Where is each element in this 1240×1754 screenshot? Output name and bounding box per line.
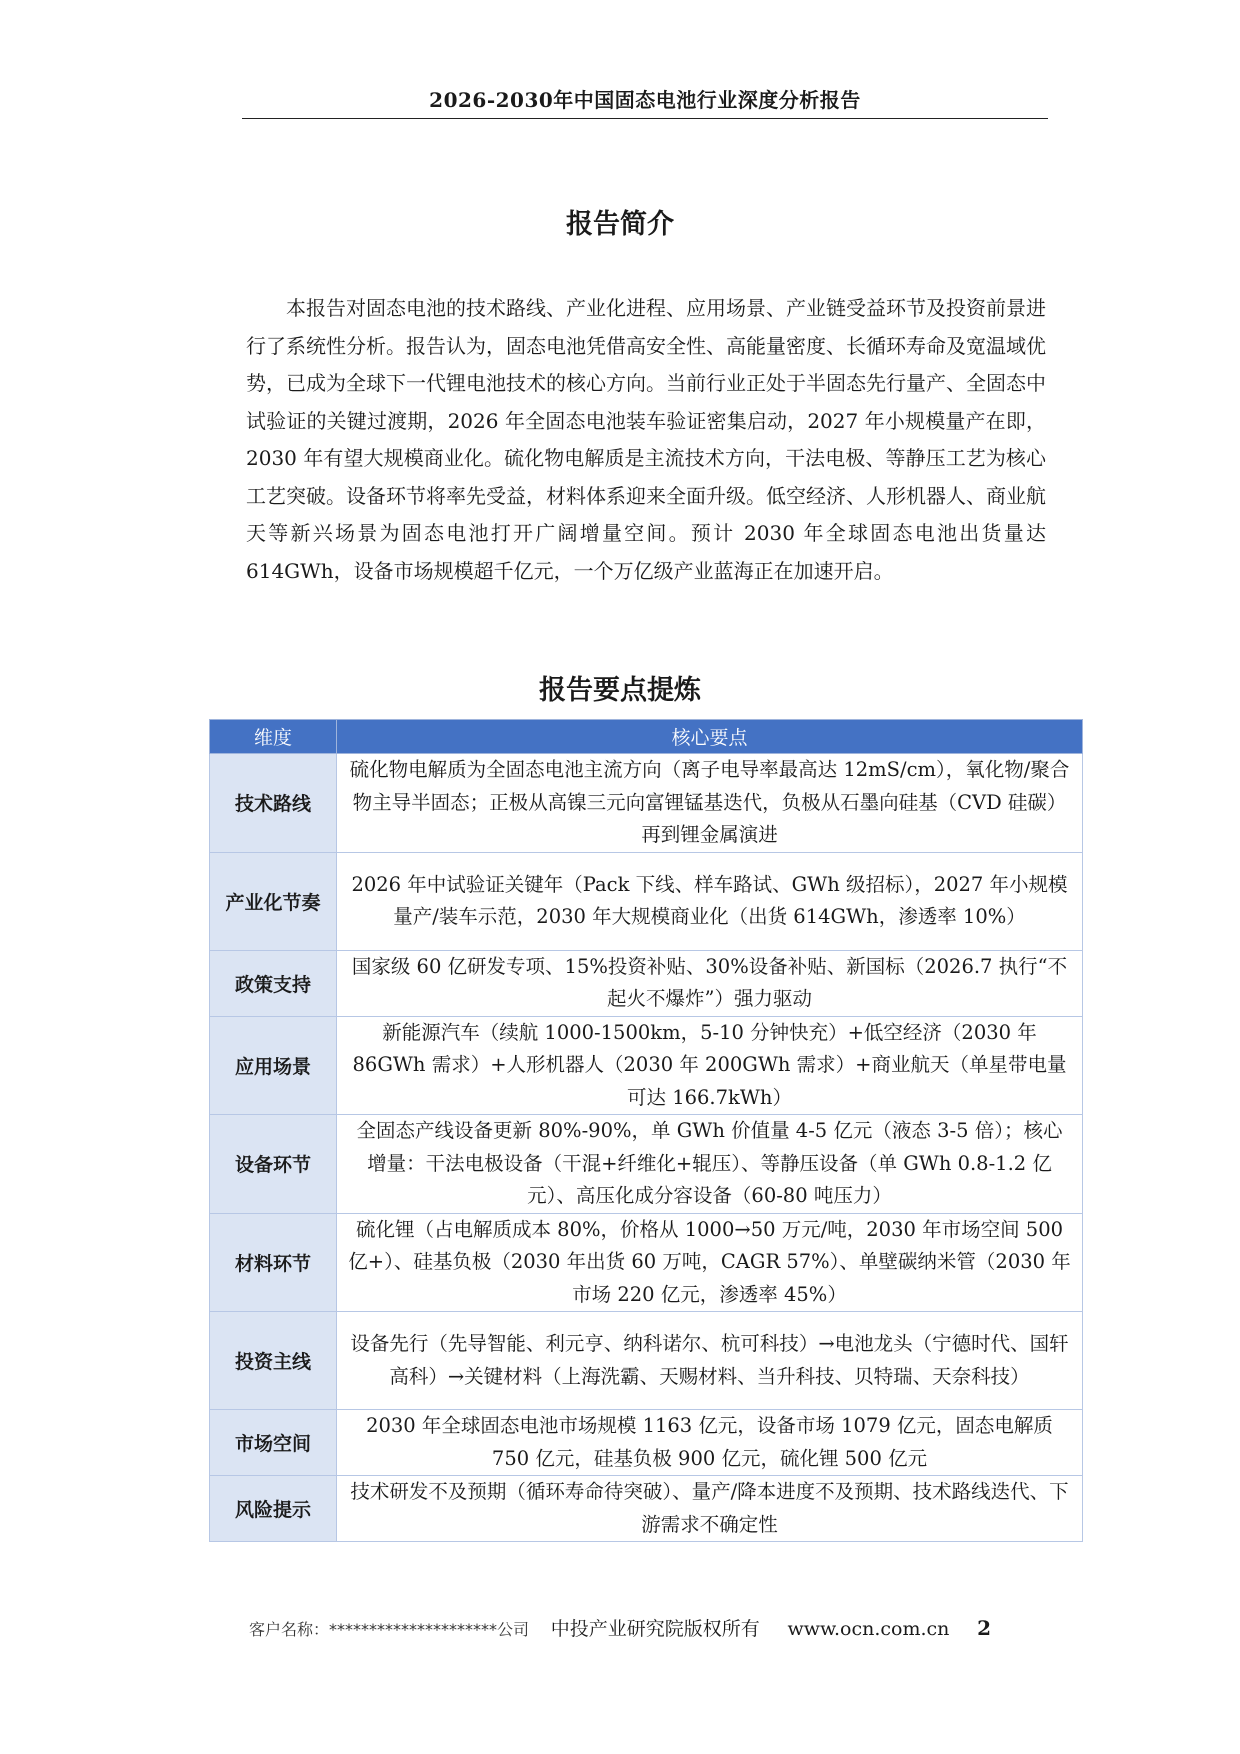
dimension-cell: 应用场景: [210, 1016, 337, 1115]
dimension-cell: 设备环节: [210, 1115, 337, 1214]
dimension-cell: 投资主线: [210, 1312, 337, 1410]
page-number: 2: [977, 1616, 992, 1640]
dimension-cell: 风险提示: [210, 1476, 337, 1542]
footer-website-link[interactable]: www.ocn.com.cn: [787, 1618, 950, 1640]
dimension-cell: 政策支持: [210, 950, 337, 1016]
table-row: [210, 754, 1083, 853]
running-header: 2026-2030年中国固态电池行业深度分析报告: [429, 88, 861, 112]
table-row: [210, 1115, 1083, 1214]
core-point-cell: 全固态产线设备更新 80%-90%，单 GWh 价值量 4-5 亿元（液态 3-5 倍）；核心增量：干法电极设备（干混+纤维化+辊压）、等静压设备（单 GWh 0.8-1.2 亿元）、高压化成分容设备（60-80 吨压力）: [337, 1115, 1083, 1214]
intro-paragraph: 本报告对固态电池的技术路线、产业化进程、应用场景、产业链受益环节及投资前景进行了系统性分析。报告认为，固态电池凭借高安全性、高能量密度、长循环寿命及宽温域优势，已成为全球下一代锂电池技术的核心方向。当前行业正处于半固态先行量产、全固态中试验证的关键过渡期，2026 年全固态电池装车验证密集启动，2027 年小规模量产在即，2030 年有望大规模商业化。硫化物电解质是主流技术方向，干法电极、等静压工艺为核心工艺突破。设备环节将率先受益，材料体系迎来全面升级。低空经济、人形机器人、商业航天等新兴场景为固态电池打开广阔增量空间。预计 2030 年全球固态电池出货量达 614GWh，设备市场规模超千亿元，一个万亿级产业蓝海正在加速开启。: [246, 296, 1046, 583]
dimension-cell: 材料环节: [210, 1213, 337, 1312]
table-row: [210, 950, 1083, 1016]
dimension-cell: 产业化节奏: [210, 852, 337, 950]
core-point-cell: 硫化物电解质为全固态电池主流方向（离子电导率最高达 12mS/cm），氧化物/聚合物主导半固态；正极从高镍三元向富锂锰基迭代，负极从石墨向硅基（CVD 硅碳）再到锂金属演进: [337, 754, 1083, 853]
table-header-row: [210, 720, 1083, 754]
header-rule: [242, 118, 1048, 119]
core-point-cell: 设备先行（先导智能、利元亨、纳科诺尔、杭可科技）→电池龙头（宁德时代、国轩高科）→关键材料（上海洗霸、天赐材料、当升科技、贝特瑞、天奈科技）: [337, 1312, 1083, 1410]
footer-copyright: 中投产业研究院版权所有: [550, 1618, 760, 1640]
dimension-column-header: 维度: [210, 720, 337, 754]
points-title: 报告要点提炼: [539, 675, 701, 706]
core-point-cell: 国家级 60 亿研发专项、15%投资补贴、30%设备补贴、新国标（2026.7 执行“不起火不爆炸”）强力驱动: [337, 950, 1083, 1016]
table-row: [210, 852, 1083, 950]
core-point-cell: 新能源汽车（续航 1000-1500km，5-10 分钟快充）+低空经济（2030 年 86GWh 需求）+人形机器人（2030 年 200GWh 需求）+商业航天（单星带电量可达 166.7kWh）: [337, 1016, 1083, 1115]
table-row: [210, 1476, 1083, 1542]
core-point-cell: 2026 年中试验证关键年（Pack 下线、样车路试、GWh 级招标），2027 年小规模量产/装车示范，2030 年大规模商业化（出货 614GWh，渗透率 10%）: [337, 852, 1083, 950]
table-row: [210, 1213, 1083, 1312]
table-row: [210, 1312, 1083, 1410]
core-column-header: 核心要点: [337, 720, 1083, 754]
table-row: [210, 1016, 1083, 1115]
core-point-cell: 硫化锂（占电解质成本 80%，价格从 1000→50 万元/吨，2030 年市场空间 500 亿+）、硅基负极（2030 年出货 60 万吨，CAGR 57%）、单壁碳纳米管（2030 年市场 220 亿元，渗透率 45%）: [337, 1213, 1083, 1312]
dimension-cell: 市场空间: [210, 1410, 337, 1476]
footer-client-name: 客户名称：*********************公司: [248, 1620, 529, 1639]
core-point-cell: 技术研发不及预期（循环寿命待突破）、量产/降本进度不及预期、技术路线迭代、下游需求不确定性: [337, 1476, 1083, 1542]
page-footer: [0, 1614, 1240, 1641]
table-row: [210, 1410, 1083, 1476]
intro-title: 报告简介: [566, 209, 674, 240]
dimension-cell: 技术路线: [210, 754, 337, 853]
core-point-cell: 2030 年全球固态电池市场规模 1163 亿元，设备市场 1079 亿元，固态电解质 750 亿元，硅基负极 900 亿元，硫化锂 500 亿元: [337, 1410, 1083, 1476]
key-points-table: [209, 719, 1083, 1542]
